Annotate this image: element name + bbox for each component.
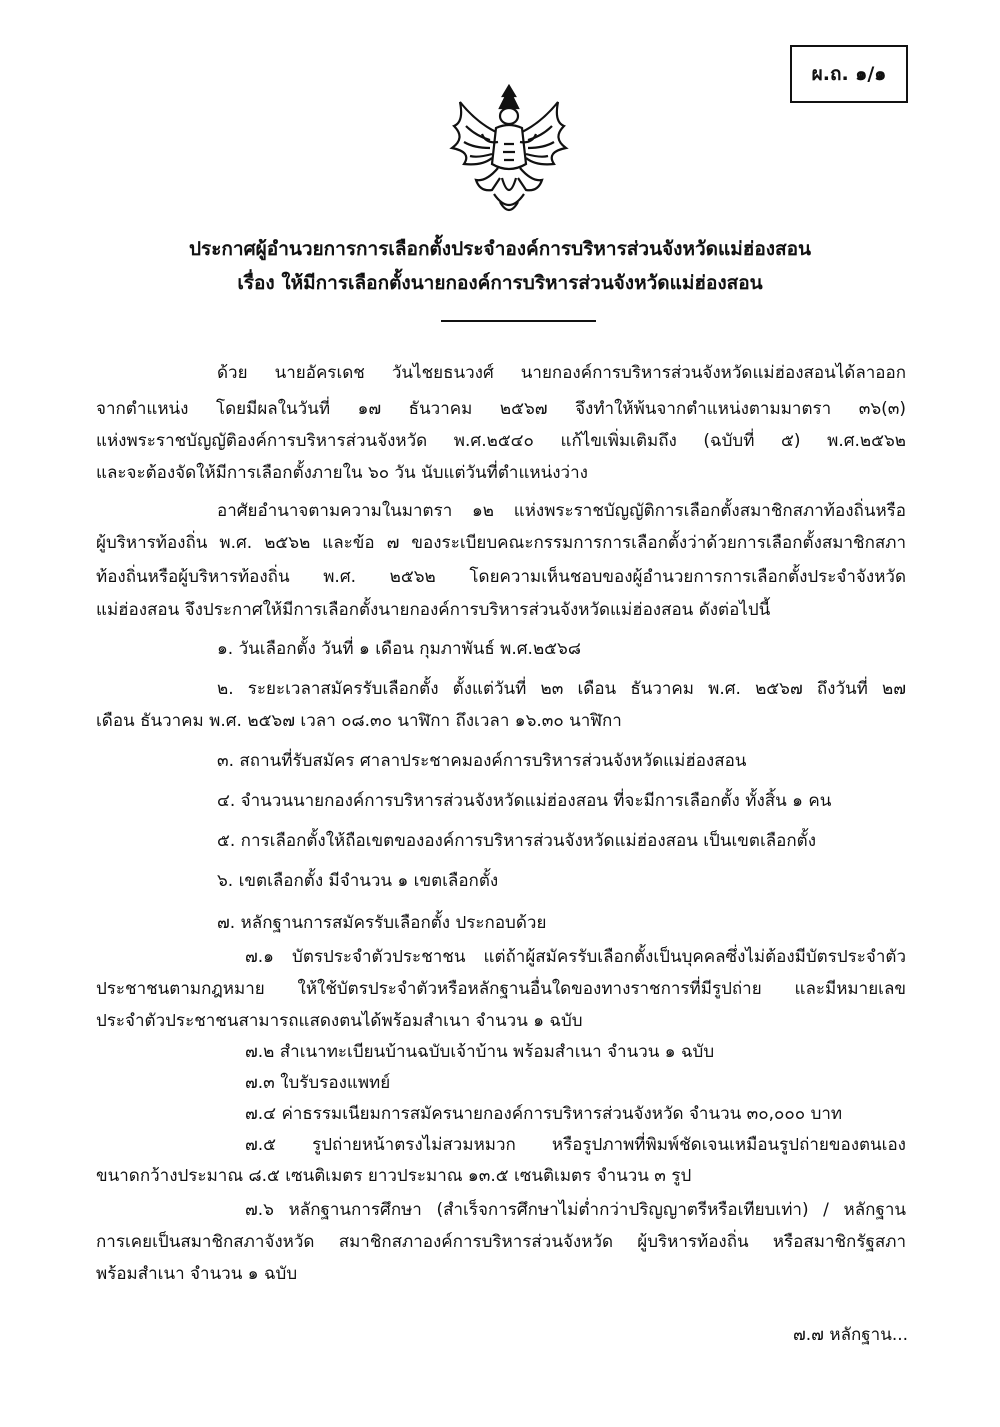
- announcement-subject: เรื่อง ให้มีการเลือกตั้งนายกองค์การบริหารส่วนจังหวัดแม่ฮ่องสอน: [237, 272, 763, 294]
- form-code-box: [790, 45, 908, 103]
- doc-photo: ๗.๕ รูปถ่ายหน้าตรงไม่สวมหมวก หรือรูปภาพที่พิมพ์ชัดเจนเหมือนรูปถ่ายของตนเอง: [245, 1135, 906, 1155]
- item-constituency: ๕. การเลือกตั้งให้ถือเขตขององค์การบริหารส่วนจังหวัดแม่ฮ่องสอน เป็นเขตเลือกตั้ง: [217, 831, 817, 851]
- doc-education: ๗.๖ หลักฐานการศึกษา (สำเร็จการศึกษาไม่ต่ำกว่าปริญญาตรีหรือเทียบเท่า) / หลักฐาน: [245, 1200, 906, 1220]
- para2-line: ท้องถิ่นหรือผู้บริหารท้องถิ่น พ.ศ. ๒๕๖๒ โดยความเห็นชอบของผู้อำนวยการการเลือกตั้งประจำจังหวัด: [96, 567, 906, 587]
- item-registration-period: ๒. ระยะเวลาสมัครรับเลือกตั้ง ตั้งแต่วันที่ ๒๓ เดือน ธันวาคม พ.ศ. ๒๕๖๗ ถึงวันที่ ๒๗: [217, 679, 906, 699]
- announcement-title: ประกาศผู้อำนวยการการเลือกตั้งประจำองค์การบริหารส่วนจังหวัดแม่ฮ่องสอน: [188, 238, 812, 260]
- garuda-emblem-icon: [446, 82, 572, 222]
- para2-line: แม่ฮ่องสอน จึงประกาศให้มีการเลือกตั้งนายกองค์การบริหารส่วนจังหวัดแม่ฮ่องสอน ดังต่อไปนี้: [96, 600, 771, 620]
- form-code: ผ.ถ. ๑/๑: [811, 63, 887, 85]
- doc-house-registration: ๗.๒ สำเนาทะเบียนบ้านฉบับเจ้าบ้าน พร้อมสำเนา จำนวน ๑ ฉบับ: [245, 1042, 715, 1062]
- item-required-documents: ๗. หลักฐานการสมัครรับเลือกตั้ง ประกอบด้วย: [217, 913, 547, 933]
- page-continuation: ๗.๗ หลักฐาน...: [793, 1325, 909, 1345]
- doc-medical-certificate: ๗.๓ ใบรับรองแพทย์: [245, 1073, 391, 1093]
- title-divider: [441, 320, 596, 322]
- item-constituency-count: ๖. เขตเลือกตั้ง มีจำนวน ๑ เขตเลือกตั้ง: [217, 871, 499, 891]
- para2-line: อาศัยอำนาจตามความในมาตรา ๑๒ แห่งพระราชบัญญัติการเลือกตั้งสมาชิกสภาท้องถิ่นหรือ: [217, 501, 906, 521]
- doc-education-cont: พร้อมสำเนา จำนวน ๑ ฉบับ: [96, 1264, 298, 1284]
- para1-line: ด้วย นายอัครเดช วันไชยธนวงศ์ นายกองค์การบริหารส่วนจังหวัดแม่ฮ่องสอนได้ลาออก: [217, 363, 906, 383]
- item-number-of-positions: ๔. จำนวนนายกองค์การบริหารส่วนจังหวัดแม่ฮ่องสอน ที่จะมีการเลือกตั้ง ทั้งสิ้น ๑ คน: [217, 791, 832, 811]
- item-registration-period-cont: เดือน ธันวาคม พ.ศ. ๒๕๖๗ เวลา ๐๘.๓๐ นาฬิกา ถึงเวลา ๑๖.๓๐ นาฬิกา: [96, 711, 622, 731]
- doc-id-card-cont: ประจำตัวประชาชนสามารถแสดงตนได้พร้อมสำเนา จำนวน ๑ ฉบับ: [96, 1011, 583, 1031]
- para1-line: และจะต้องจัดให้มีการเลือกตั้งภายใน ๖๐ วัน นับแต่วันที่ตำแหน่งว่าง: [96, 463, 588, 483]
- para1-line: จากตำแหน่ง โดยมีผลในวันที่ ๑๗ ธันวาคม ๒๕๖๗ จึงทำให้พ้นจากตำแหน่งตามมาตรา ๓๖(๓): [96, 399, 906, 419]
- para2-line: ผู้บริหารท้องถิ่น พ.ศ. ๒๕๖๒ และข้อ ๗ ของระเบียบคณะกรรมการการเลือกตั้งว่าด้วยการเลือกตั้งสมาชิกสภา: [96, 533, 906, 553]
- doc-id-card: ๗.๑ บัตรประจำตัวประชาชน แต่ถ้าผู้สมัครรับเลือกตั้งเป็นบุคคลซึ่งไม่ต้องมีบัตรประจำตัว: [245, 947, 906, 967]
- item-election-date: ๑. วันเลือกตั้ง วันที่ ๑ เดือน กุมภาพันธ์ พ.ศ.๒๕๖๘: [217, 639, 581, 659]
- doc-education-cont: การเคยเป็นสมาชิกสภาจังหวัด สมาชิกสภาองค์การบริหารส่วนจังหวัด ผู้บริหารท้องถิ่น หรือสมาชิกรัฐสภา: [96, 1232, 906, 1252]
- item-registration-place: ๓. สถานที่รับสมัคร ศาลาประชาคมองค์การบริหารส่วนจังหวัดแม่ฮ่องสอน: [217, 751, 747, 771]
- doc-id-card-cont: ประชาชนตามกฎหมาย ให้ใช้บัตรประจำตัวหรือหลักฐานอื่นใดของทางราชการที่มีรูปถ่าย และมีหมายเลข: [96, 979, 906, 999]
- doc-photo-cont: ขนาดกว้างประมาณ ๘.๕ เซนติเมตร ยาวประมาณ ๑๓.๕ เซนติเมตร จำนวน ๓ รูป: [96, 1166, 692, 1186]
- doc-application-fee: ๗.๔ ค่าธรรมเนียมการสมัครนายกองค์การบริหารส่วนจังหวัด จำนวน ๓๐,๐๐๐ บาท: [245, 1104, 843, 1124]
- para1-line: แห่งพระราชบัญญัติองค์การบริหารส่วนจังหวัด พ.ศ.๒๕๔๐ แก้ไขเพิ่มเติมถึง (ฉบับที่ ๕) พ.ศ.๒๕๖๒: [96, 431, 906, 451]
